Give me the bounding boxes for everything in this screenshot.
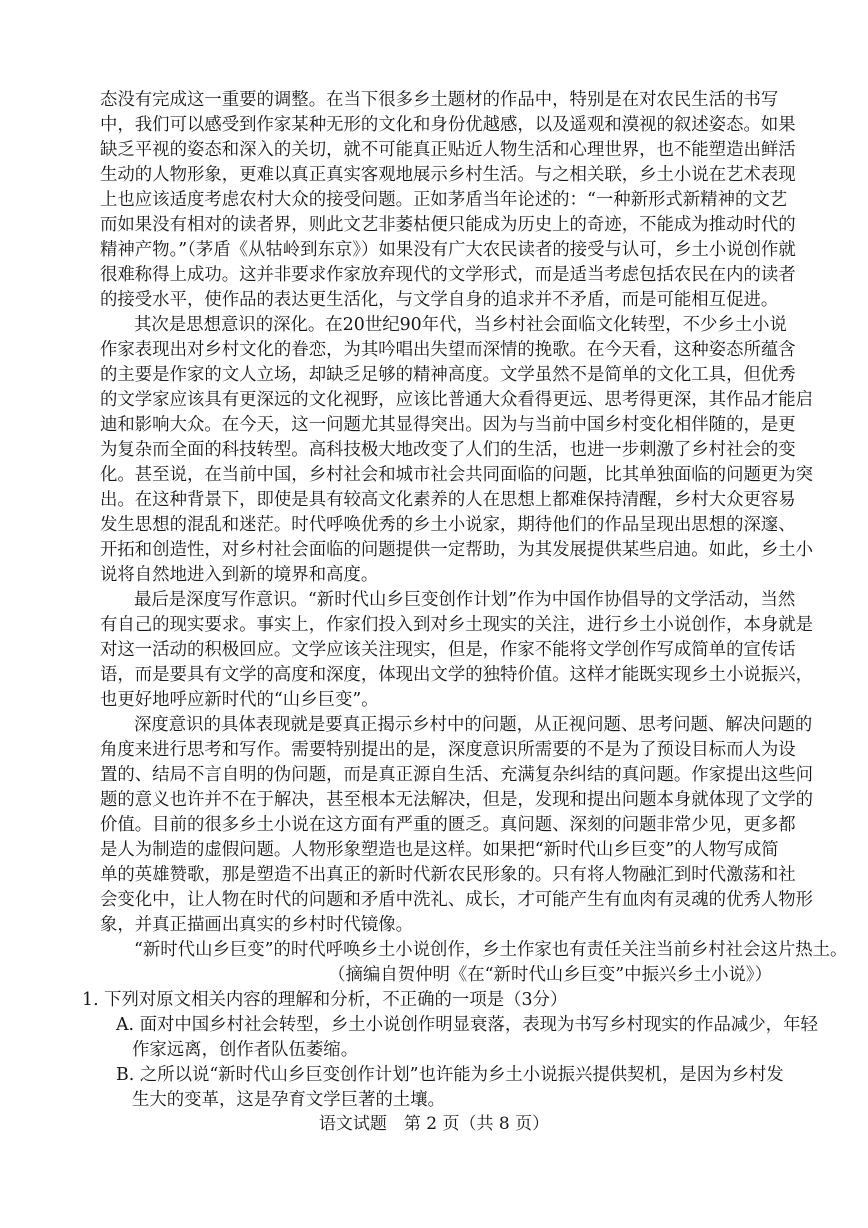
text-line: 开拓和创造性，对乡村社会面临的问题提供一定帮助，为其发展提供某些启迪。如此，乡土小	[100, 540, 814, 560]
option-b	[100, 1063, 784, 1113]
text-line: 其次是思想意识的深化。在20世纪90年代，当乡村社会面临文化转型，不少乡土小说	[134, 315, 787, 335]
text-line: 而如果没有相对的读者界，则此文艺非萎枯便只能成为历史上的奇迹，不能成为推动时代的	[100, 215, 796, 235]
text-line: 是人为制造的虚假问题。人物形象塑造也是这样。如果把“新时代山乡巨变”的人物写成简	[100, 840, 779, 860]
text-line: 说将自然地进入到新的境界和高度。	[100, 565, 379, 585]
text-line: 对这一活动的积极回应。文学应该关注现实，但是，作家不能将文学创作写成简单的宣传话	[100, 640, 796, 660]
option-a	[100, 1013, 818, 1063]
question-1	[82, 988, 818, 1113]
text-line: 会变化中，让人物在时代的问题和矛盾中洗礼、成长，才可能产生有血肉有灵魂的优秀人物形	[100, 890, 814, 910]
option-line: B. 之所以说“新时代山乡巨变创作计划”也许能为乡土小说振兴提供契机，是因为乡村发	[116, 1065, 784, 1085]
paragraph	[100, 938, 848, 963]
text-line: 的文学家应该具有更深远的文化视野，应该比普通大众看得更远、思考得更深，其作品才能启	[100, 390, 814, 410]
text-line: 中，我们可以感受到作家某种无形的文化和身份优越感，以及遥观和漠视的叙述姿态。如果	[100, 115, 796, 135]
text-line: 角度来进行思考和写作。需要特别提出的是，深度意识所需要的不是为了预设目标而人为设	[100, 740, 796, 760]
text-line: 单的英雄赞歌，那是塑造不出真正的新时代新农民形象的。只有将人物融汇到时代激荡和社	[100, 865, 796, 885]
text-line: 态没有完成这一重要的调整。在当下很多乡土题材的作品中，特别是在对农民生活的书写	[100, 90, 779, 110]
text-line: 语，而是要具有文学的高度和深度，体现出文学的独特价值。这样才能既实现乡土小说振兴，	[100, 665, 814, 685]
source-citation: （摘编自贺仲明《在“新时代山乡巨变”中振兴乡土小说》）	[328, 965, 772, 985]
question-stem: 1. 下列对原文相关内容的理解和分析，不正确的一项是（3分）	[82, 990, 568, 1010]
question-options	[100, 1013, 818, 1113]
option-line: 生大的变革，这是孕育文学巨著的土壤。	[132, 1090, 446, 1110]
text-line: 化。甚至说，在当前中国，乡村社会和城市社会共同面临的问题，比其单独面临的问题更为突	[100, 465, 814, 485]
text-line: 缺乏平视的姿态和深入的关切，就不可能真正贴近人物生活和心理世界，也不能塑造出鲜活	[100, 140, 796, 160]
text-line: 很难称得上成功。这并非要求作家放弃现代的文学形式，而是适当考虑包括农民在内的读者	[100, 265, 796, 285]
text-line: “新时代山乡巨变”的时代呼唤乡土小说创作，乡土作家也有责任关注当前乡村社会这片热土。	[134, 940, 848, 960]
text-line: 象，并真正描画出真实的乡村时代镜像。	[100, 915, 414, 935]
text-line: 作家表现出对乡村文化的眷恋，为其吟唱出失望而深情的挽歌。在今天看，这种姿态所蕴含	[100, 340, 796, 360]
option-line: 作家远离，创作者队伍萎缩。	[132, 1040, 359, 1060]
text-line: 生动的人物形象，更难以真正真实客观地展示乡村生活。与之相关联，乡土小说在艺术表现	[100, 165, 796, 185]
paragraph	[100, 588, 814, 713]
paragraph	[100, 713, 814, 938]
text-line: 有自己的现实要求。事实上，作家们投入到对乡土现实的关注，进行乡土小说创作，本身就是	[100, 615, 814, 635]
text-line: 题的意义也许并不在于解决，甚至根本无法解决，但是，发现和提出问题本身就体现了文学的	[100, 790, 814, 810]
text-line: 出。在这种背景下，即使是具有较高文化素养的人在思想上都难保持清醒，乡村大众更容易	[100, 490, 796, 510]
page-footer: 语文试题 第 2 页（共 8 页）	[318, 1114, 550, 1134]
text-line: 发生思想的混乱和迷茫。时代呼唤优秀的乡土小说家，期待他们的作品呈现出思想的深邃、	[100, 515, 796, 535]
text-line: 价值。目前的很多乡土小说在这方面有严重的匮乏。真问题、深刻的问题非常少见，更多都	[100, 815, 796, 835]
text-line: 为复杂而全面的科技转型。高科技极大地改变了人们的生活，也进一步刺激了乡村社会的变	[100, 440, 796, 460]
text-line: 最后是深度写作意识。“新时代山乡巨变创作计划”作为中国作协倡导的文学活动，当然	[134, 590, 796, 610]
text-line: 的主要是作家的文人立场，却缺乏足够的精神高度。文学虽然不是简单的文化工具，但优秀	[100, 365, 796, 385]
text-line: 深度意识的具体表现就是要真正揭示乡村中的问题，从正视问题、思考问题、解决问题的	[134, 715, 813, 735]
paragraph	[100, 88, 796, 313]
text-line: 精神产物。”（茅盾《从牯岭到东京》）如果没有广大农民读者的接受与认可，乡土小说创作就	[100, 240, 796, 260]
text-line: 迪和影响大众。在今天，这一问题尤其显得突出。因为与当前中国乡村变化相伴随的，是更	[100, 415, 796, 435]
text-line: 也更好地呼应新时代的“山乡巨变”。	[100, 690, 379, 710]
text-line: 的接受水平，使作品的表达更生活化，与文学自身的追求并不矛盾，而是可能相互促进。	[100, 290, 779, 310]
option-line: A. 面对中国乡村社会转型，乡土小说创作明显衰落，表现为书写乡村现实的作品减少，年轻	[116, 1015, 818, 1035]
text-line: 上也应该适度考虑农村大众的接受问题。正如茅盾当年论述的：“一种新形式新精神的文艺	[100, 190, 788, 210]
text-line: 置的、结局不言自明的伪问题，而是真正源自生活、充满复杂纠结的真问题。作家提出这些问	[100, 765, 814, 785]
paragraph	[100, 313, 814, 588]
